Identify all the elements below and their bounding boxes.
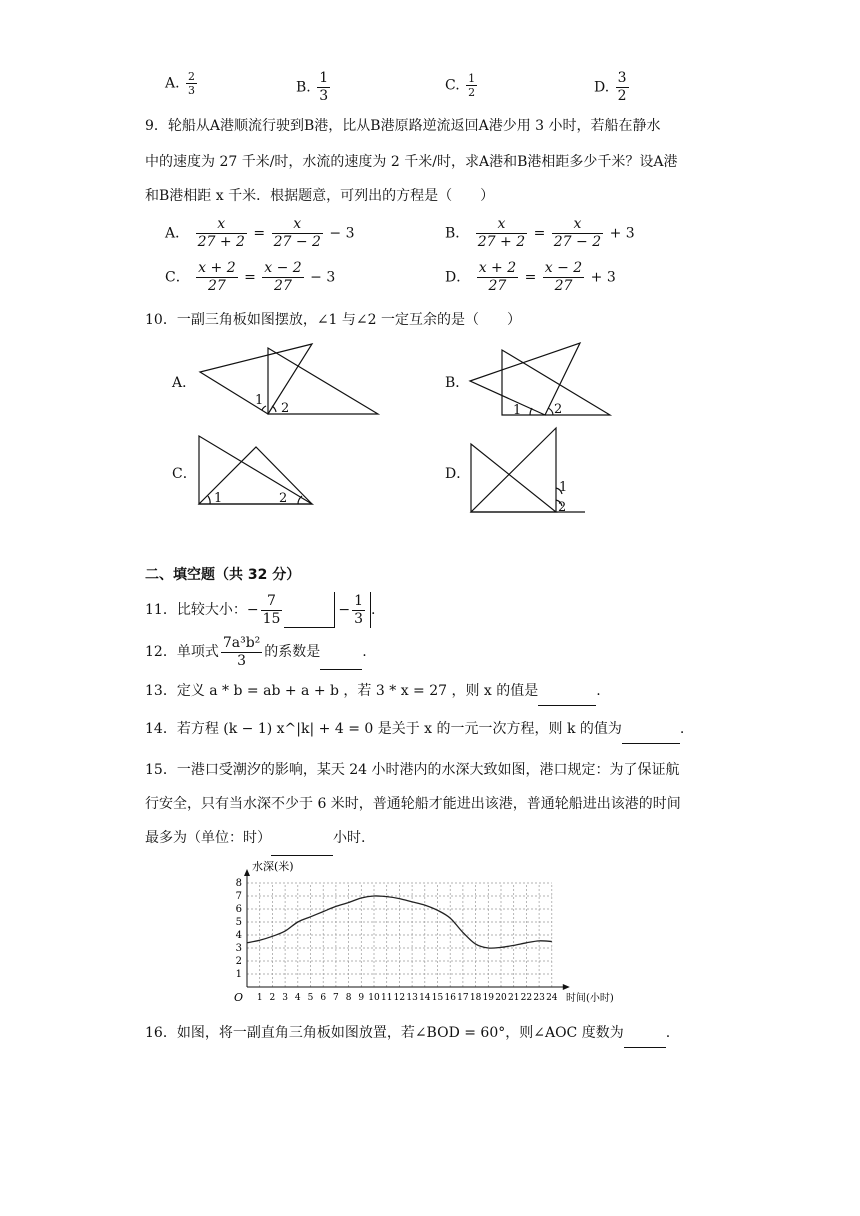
angle-arc [272,406,276,412]
q8-option-a-label: A. [165,75,180,92]
q9-option-d-label: D． [445,269,471,286]
q9-line-2: 中的速度为 27 千米/时，水流的速度为 2 千米/时，求A港和B港相距多少千米？设A港 [145,154,678,170]
figure-b[interactable] [470,343,610,415]
x-tick-label: 15 [431,993,444,1003]
q13-text: 13．定义 a * b = ab + a + b ，若 3 * x = 27 ，则 x 的值是 [145,683,539,699]
q16-text: 16．如图，将一副直角三角板如图放置，若∠BOD = 60°，则∠AOC 度数为 [145,1025,624,1041]
tail: − 3 [329,225,355,242]
q12-suffix: 的系数是 [264,644,321,660]
question-13 [145,676,601,706]
q10-figures [0,0,860,530]
question-14 [145,714,684,744]
y-tick-labels [236,878,242,980]
answer-blank[interactable] [320,655,362,670]
x-axis-arrow [563,984,570,990]
period: . [371,602,376,618]
answer-blank[interactable] [622,729,680,744]
q15-line-1: 15．一港口受潮汐的影响，某天 24 小时港内的水深大致如图，港口规定：为了保证航 [145,762,680,778]
answer-blank[interactable] [538,691,596,706]
angle-arc [208,496,210,504]
tide-chart [225,855,635,1010]
period: . [679,721,685,737]
numerator: 1 [354,592,364,609]
x-tick-label: 22 [520,993,533,1003]
denominator: 3 [237,652,247,669]
q15-line-2: 行安全，只有当水深不少于 6 米时，普通轮船才能进出该港，普通轮船进出该港的时间 [145,796,681,812]
denominator: 27 + 2 [197,234,245,250]
q10-option-a-label[interactable]: A． [172,375,197,391]
q10-option-d-label[interactable]: D． [445,466,471,482]
y-tick-label: 4 [235,930,242,941]
numerator: 1 [319,70,329,86]
angle-2-label: 2 [281,401,290,416]
x-tick-label: 7 [333,993,339,1003]
period: . [665,1025,671,1041]
q9-line-1: 9．轮船从A港顺流行驶到B港，比从B港原路逆流返回A港少用 3 小时，若船在静水 [145,118,661,134]
x-tick-label: 17 [457,993,469,1003]
equals: = [533,225,546,242]
minus-sign: − [246,602,259,618]
question-11 [145,592,376,628]
numerator: x [476,216,527,234]
x-tick-label: 21 [507,993,520,1003]
section-2-title: 二、填空题（共 32 分） [145,567,301,583]
x-tick-label: 11 [380,993,393,1003]
tail: − 3 [310,269,336,286]
numerator: x [552,216,603,234]
y-tick-label: 6 [235,904,242,915]
denominator: 27 [554,278,573,294]
y-tick-label: 3 [235,943,242,954]
q10-text: 10．一副三角板如图摆放，∠1 与∠2 一定互余的是（ ） [145,312,521,328]
q15-line-3-suffix: 小时. [333,830,366,846]
y-axis-arrow [244,869,250,876]
q8-option-c-label: C. [445,77,460,94]
numerator: x [272,216,323,234]
question-12 [145,634,367,670]
angle-2-label: 2 [279,491,288,506]
q15-line-3-text: 最多为（单位：时） [145,830,271,846]
numerator: 7 [261,593,283,611]
x-tick-label: 18 [469,993,482,1003]
triangle [470,343,580,415]
x-tick-label: 24 [546,993,558,1003]
denominator: 3 [319,88,329,104]
x-tick-label: 16 [444,993,456,1003]
denominator: 2 [617,88,627,104]
q11-prefix: 11．比较大小： [145,602,247,618]
numerator: 1 [468,72,476,85]
fraction [221,635,262,670]
x-tick-label: 10 [368,993,380,1003]
x-tick-label: 6 [320,993,327,1003]
x-tick-label: 14 [419,993,431,1003]
angle-1-label: 1 [559,480,568,495]
q10-option-c-label[interactable]: C． [172,466,197,482]
fraction [261,593,283,628]
y-axis-label: 水深(米) [252,860,294,873]
x-tick-labels [257,993,558,1003]
q8-option-d-label: D. [594,79,610,96]
origin-label: O [234,991,244,1004]
angle-arc [548,408,553,415]
question-16 [145,1018,670,1048]
x-tick-label: 4 [294,993,301,1003]
x-tick-label: 2 [269,993,276,1003]
triangle [471,444,556,512]
x-tick-label: 3 [282,993,288,1003]
x-tick-label: 19 [482,993,495,1003]
tail: + 3 [590,269,616,286]
angle-1-label: 1 [513,403,522,418]
numerator: x − 2 [544,260,583,276]
angle-1-label: 1 [214,491,223,506]
equals: = [253,225,266,242]
angle-2-label: 2 [554,402,563,417]
x-tick-label: 12 [393,993,406,1003]
q8-option-b-label: B. [296,79,311,96]
angle-1-label: 1 [255,393,264,408]
chart-axes [244,869,570,990]
denominator: 27 [274,278,292,294]
equals: = [524,269,537,286]
x-tick-label: 9 [358,993,365,1003]
x-tick-label: 13 [406,993,418,1003]
x-tick-label: 23 [533,993,545,1003]
numerator: x + 2 [198,260,236,276]
denominator: 27 + 2 [477,234,526,250]
q9-option-a-label: A． [165,225,190,242]
figure-d[interactable] [471,428,585,512]
q9-line-3: 和B港相距 x 千米．根据题意，可列出的方程是（ ） [145,188,495,204]
q10-option-b-label[interactable]: B． [445,375,470,391]
x-tick-label: 5 [307,993,314,1003]
triangle [471,428,585,512]
q14-text: 14．若方程 (k − 1) x^|k| + 4 = 0 是关于 x 的一元一次方程，则 k 的值为 [145,721,622,737]
x-tick-label: 20 [495,993,507,1003]
angle-arc [298,496,302,504]
denominator: 27 [207,278,226,294]
angle-2-label: 2 [558,500,567,515]
denominator: 2 [468,86,476,99]
equals: = [244,269,256,286]
denominator: 3 [188,84,196,97]
x-tick-label: 1 [256,993,263,1003]
y-tick-label: 8 [235,878,242,889]
numerator: x + 2 [478,260,517,276]
period: . [596,683,601,699]
y-tick-label: 7 [235,891,242,902]
y-tick-label: 2 [235,956,242,967]
q12-prefix: 12．单项式 [145,644,219,660]
denominator: 27 − 2 [273,234,321,250]
q9-option-c-label: C． [165,269,190,286]
numerator: 2 [188,70,196,83]
numerator: 3 [617,70,627,86]
absolute-value [334,592,371,628]
numerator: x − 2 [264,260,302,276]
angle-arc [530,408,532,415]
q15-line-3 [145,820,365,856]
fraction [352,593,365,628]
minus-sign: − [338,602,351,618]
numerator: 7a³b² [222,634,261,651]
answer-blank[interactable] [284,613,334,628]
numerator: x [196,216,247,234]
tail: + 3 [609,225,635,242]
y-tick-label: 1 [235,969,242,980]
y-tick-label: 5 [235,917,242,928]
period: . [362,644,367,660]
answer-blank[interactable] [271,841,333,856]
x-tick-label: 8 [345,993,352,1003]
denominator: 27 [488,278,507,294]
denominator: 3 [354,610,364,627]
q9-option-b-label: B． [445,225,470,242]
answer-blank[interactable] [624,1033,666,1048]
denominator: 27 − 2 [553,234,602,250]
x-axis-label: 时间(小时) [566,993,614,1004]
denominator: 15 [262,610,281,627]
